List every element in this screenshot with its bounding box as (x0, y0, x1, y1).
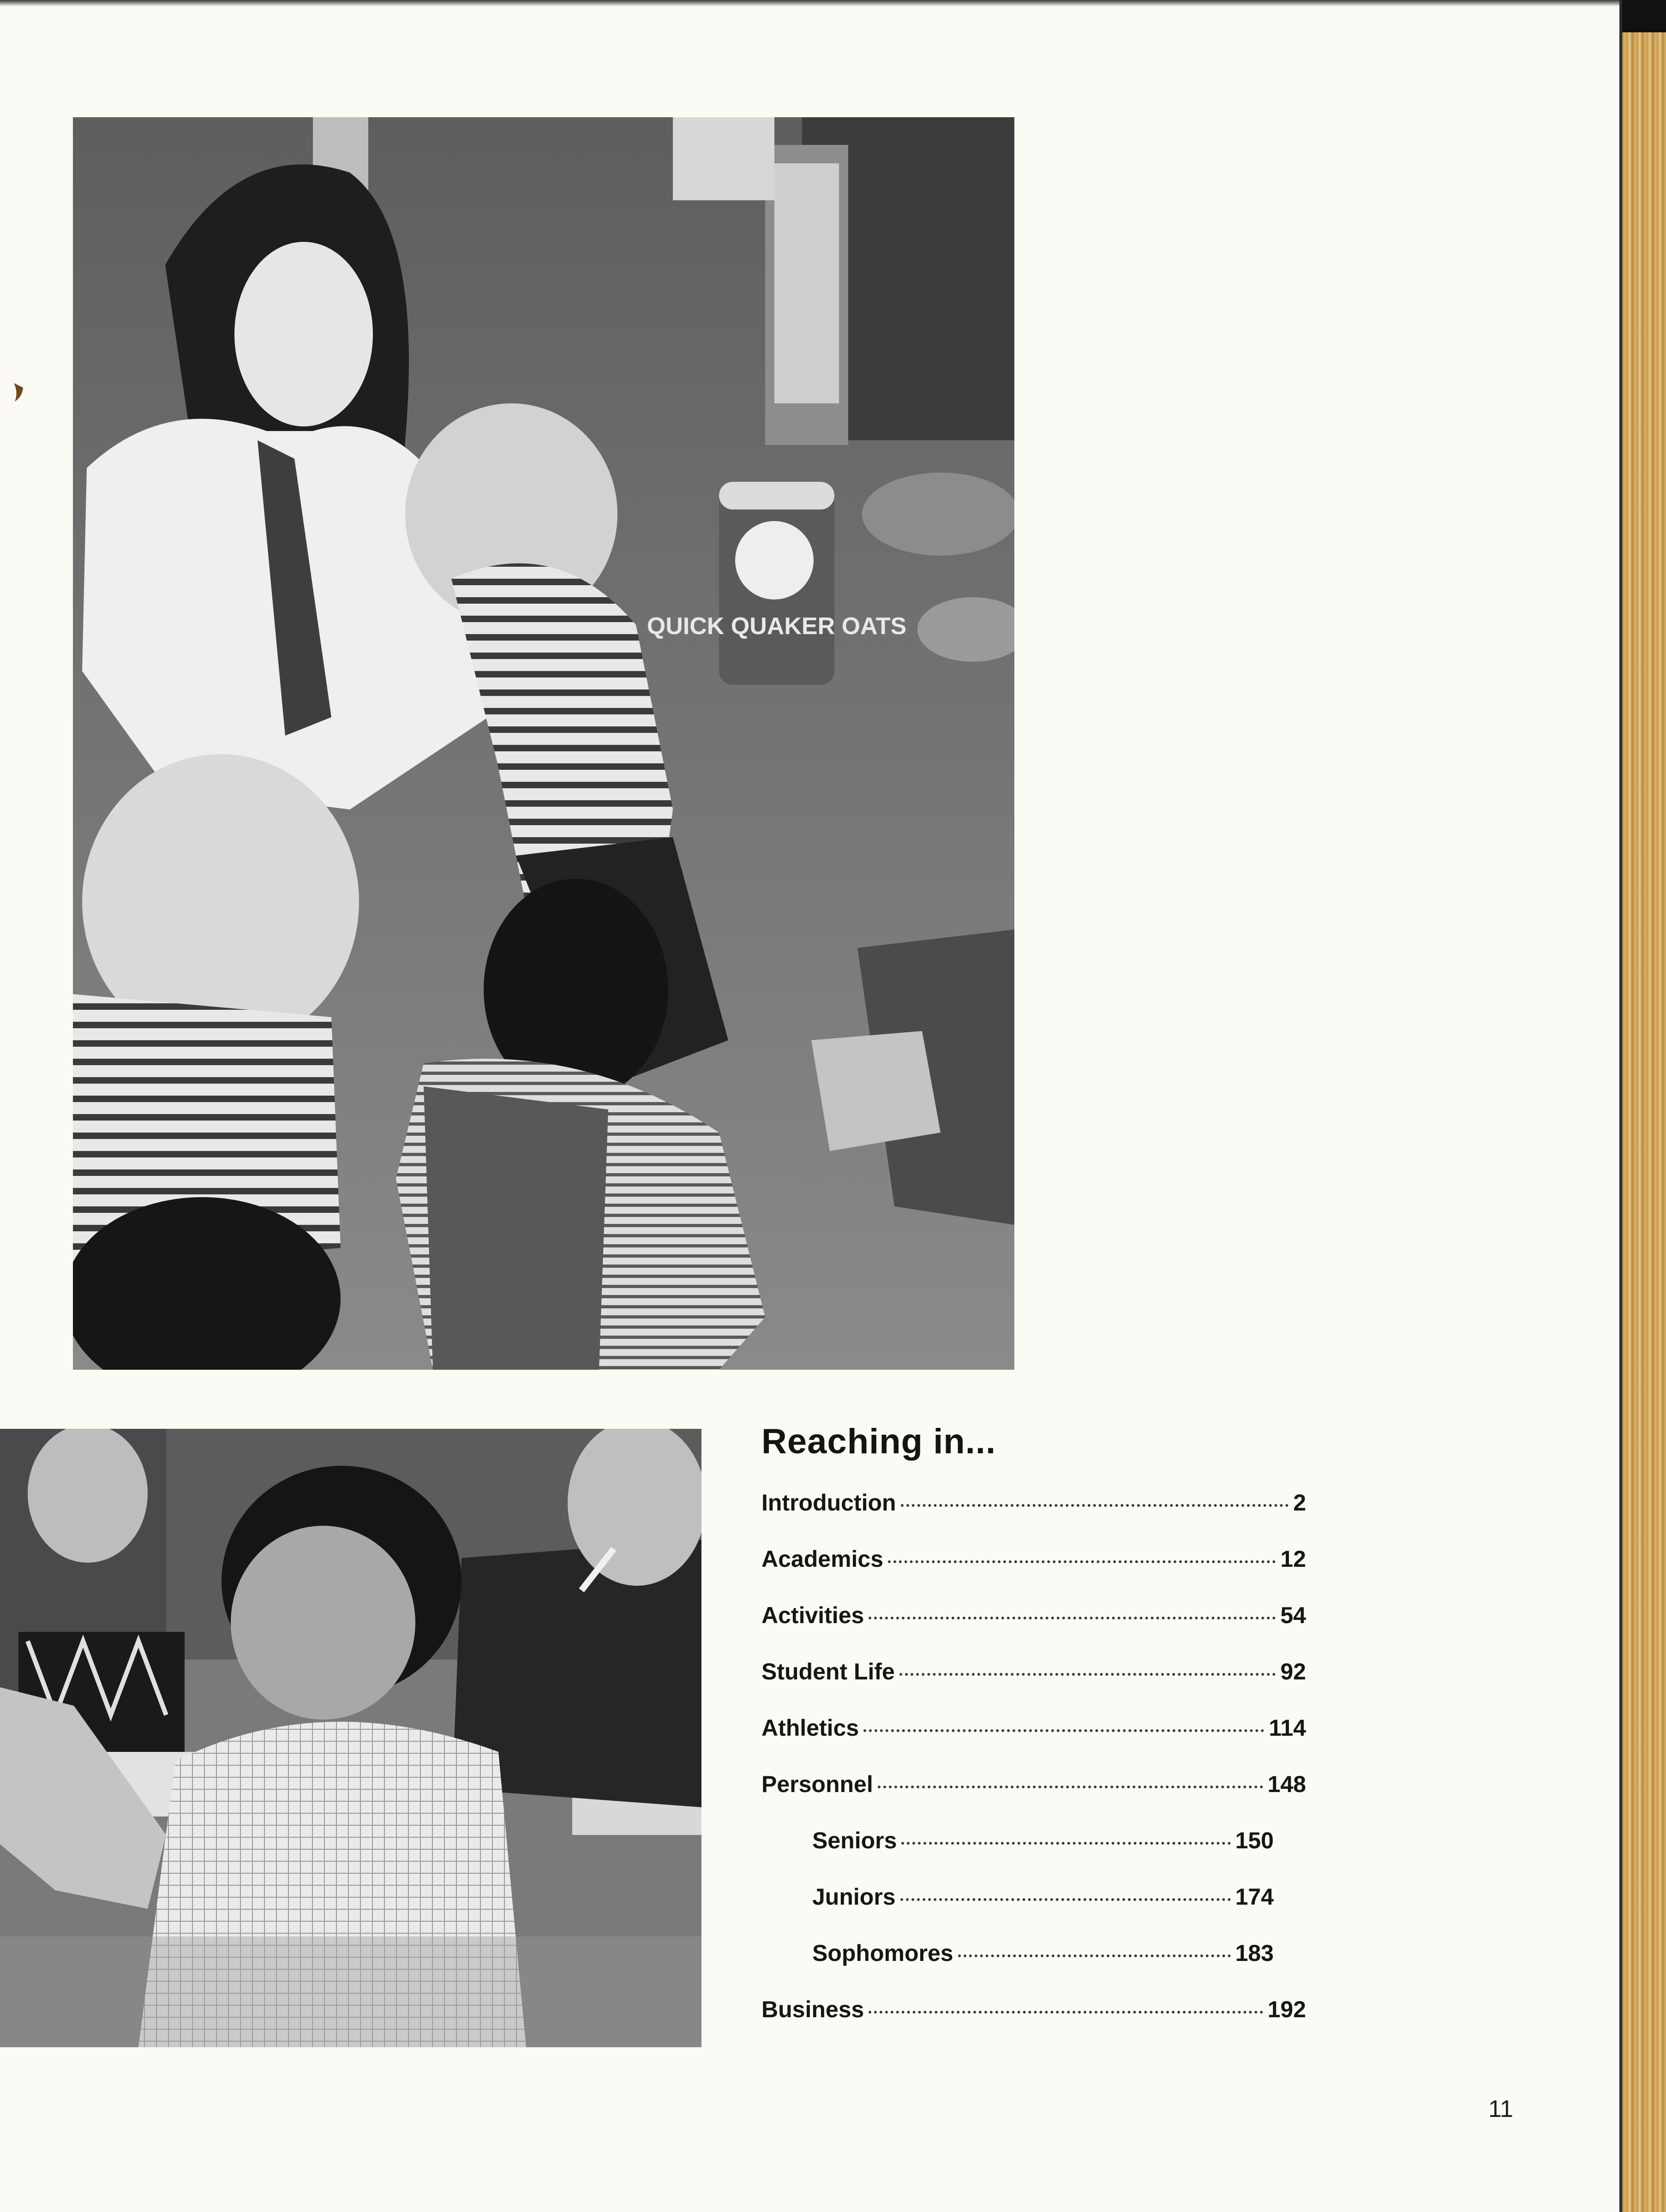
toc-entry-introduction (761, 1489, 1306, 1546)
toc-entry-page: 54 (1280, 1602, 1306, 1628)
photo-students-classroom (0, 1429, 701, 2047)
toc-entry-personnel (761, 1771, 1306, 1827)
toc-title: Reaching in... (761, 1422, 996, 1461)
toc-entry-page: 150 (1235, 1828, 1274, 1853)
toc-entry-activities (761, 1602, 1306, 1658)
toc-leader-dots (888, 1560, 1276, 1563)
toc-leader-dots (900, 1898, 1231, 1901)
page-number: 11 (1488, 2096, 1513, 2122)
toc-leader-dots (901, 1504, 1289, 1507)
toc-leader-dots (869, 1617, 1276, 1619)
toc-leader-dots (878, 1786, 1263, 1788)
toc-leader-dots (901, 1842, 1230, 1845)
toc-entry-label: Student Life (761, 1659, 895, 1684)
toc-entry-page: 12 (1280, 1546, 1306, 1572)
toc-entry-page: 92 (1280, 1659, 1306, 1684)
toc-entry-label: Introduction (761, 1490, 896, 1516)
scan-top-edge (0, 0, 1666, 6)
toc-leader-dots (899, 1673, 1276, 1676)
toc-leader-dots (863, 1729, 1264, 1732)
toc-entry-label: Sophomores (812, 1940, 953, 1966)
toc-entry-student-life (761, 1658, 1306, 1714)
toc-entry-athletics (761, 1714, 1306, 1771)
oats-can-label: QUICK QUAKER OATS (647, 613, 907, 640)
toc-list (761, 1489, 1306, 2052)
toc-entry-label: Academics (761, 1546, 884, 1572)
photo-children-playing (73, 117, 1014, 1370)
toc-entry-business (761, 1996, 1306, 2052)
toc-entry-page: 2 (1293, 1490, 1306, 1516)
toc-entry-label: Business (761, 1996, 864, 2022)
page-stack-edge (1619, 0, 1666, 2212)
toc-entry-page: 192 (1267, 1996, 1306, 2022)
toc-entry-page: 183 (1235, 1940, 1274, 1966)
toc-entry-page: 148 (1267, 1771, 1306, 1797)
binding-corner (1622, 0, 1666, 32)
toc-entry-label: Activities (761, 1602, 864, 1628)
scan-speck (9, 378, 28, 406)
toc-leader-dots (958, 1954, 1231, 1957)
toc-leader-dots (869, 2011, 1263, 2014)
toc-entry-sophomores (761, 1940, 1274, 1996)
toc-entry-page: 174 (1235, 1884, 1274, 1910)
toc-entry-juniors (761, 1883, 1274, 1940)
toc-entry-label: Personnel (761, 1771, 873, 1797)
toc-entry-page: 114 (1269, 1715, 1306, 1741)
toc-entry-seniors (761, 1827, 1274, 1883)
toc-entry-academics (761, 1546, 1306, 1602)
table-of-contents (761, 1421, 1306, 2052)
toc-entry-label: Athletics (761, 1715, 859, 1741)
toc-entry-label: Seniors (812, 1828, 897, 1853)
toc-entry-label: Juniors (812, 1884, 896, 1910)
